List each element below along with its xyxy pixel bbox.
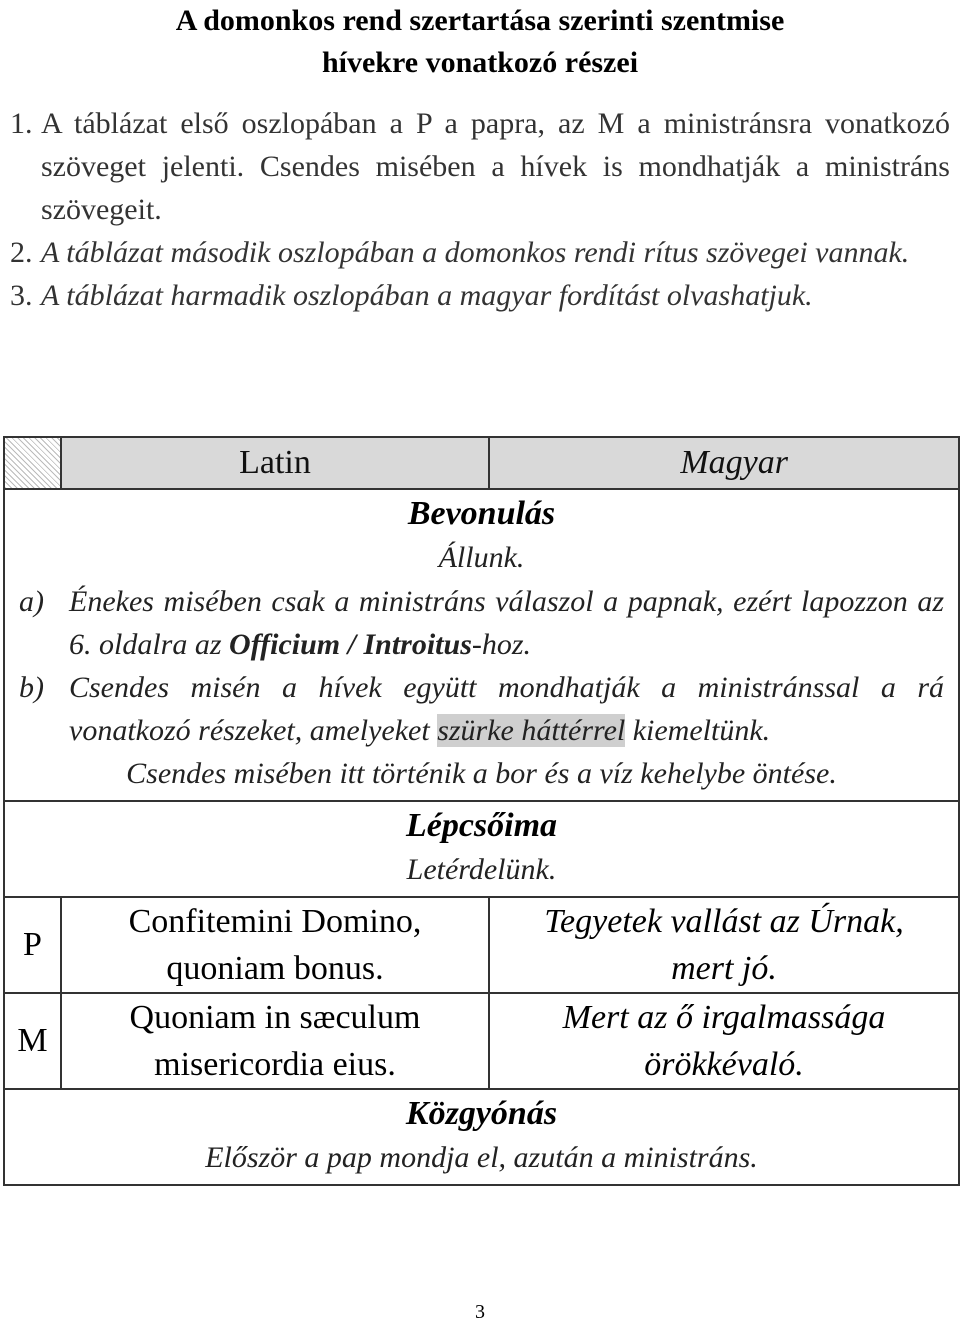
latin-line: quoniam bonus. bbox=[166, 950, 384, 987]
intro-item-3 bbox=[10, 274, 950, 317]
magyar-text-cell bbox=[489, 897, 959, 993]
magyar-line: mert jó. bbox=[671, 950, 777, 987]
section-kozgyonas bbox=[4, 1089, 959, 1185]
section-rubric: Állunk. bbox=[438, 541, 525, 574]
instruction-a bbox=[19, 580, 944, 666]
header-magyar: Magyar bbox=[489, 437, 959, 489]
intro-number: 3. bbox=[10, 279, 33, 312]
officium-reference: Officium / Introitus bbox=[229, 628, 472, 661]
magyar-line: örökkévaló. bbox=[644, 1046, 804, 1083]
magyar-line: Mert az ő irgalmassága bbox=[562, 999, 886, 1036]
table-row-ministrant bbox=[4, 993, 959, 1089]
instruction-mark: b) bbox=[19, 671, 44, 704]
intro-list bbox=[10, 102, 950, 317]
intro-text: A táblázat harmadik oszlopában a magyar fordítást olvashatjuk. bbox=[41, 279, 813, 312]
intro-text: A táblázat második oszlopában a domonkos rendi rítus szövegei vannak. bbox=[41, 236, 910, 269]
intro-number: 2. bbox=[10, 236, 33, 269]
instruction-text-end: kiemeltünk. bbox=[625, 714, 771, 747]
section-rubric: Letérdelünk. bbox=[406, 853, 557, 886]
latin-text-cell bbox=[61, 897, 489, 993]
latin-line: Quoniam in sæculum bbox=[129, 999, 421, 1036]
magyar-line: Tegyetek vallást az Úrnak, bbox=[544, 903, 904, 940]
section-bevonulas bbox=[4, 489, 959, 801]
latin-text-cell bbox=[61, 993, 489, 1089]
instruction-b bbox=[19, 666, 944, 752]
section-heading: Bevonulás bbox=[407, 495, 556, 532]
intro-text: A táblázat első oszlopában a P a papra, az M a ministránsra vonatkozó szöveget jelenti. Csendes misében a hívek is mondhatják a ministráns szövegeit. bbox=[41, 107, 950, 226]
page-number: 3 bbox=[475, 1301, 485, 1323]
intro-item-2 bbox=[10, 231, 950, 274]
section-lepcsoima bbox=[4, 801, 959, 897]
instruction-mark: a) bbox=[19, 585, 44, 618]
grey-highlight-sample: szürke háttérrel bbox=[437, 714, 626, 747]
table-row-priest bbox=[4, 897, 959, 993]
header-latin: Latin bbox=[61, 437, 489, 489]
closing-rubric: Csendes misében itt történik a bor és a víz kehelybe öntése. bbox=[126, 757, 837, 790]
document-title bbox=[0, 0, 960, 84]
latin-line: misericordia eius. bbox=[154, 1046, 396, 1083]
intro-item-1 bbox=[10, 102, 950, 231]
role-cell: M bbox=[4, 993, 61, 1089]
liturgy-table bbox=[3, 436, 960, 1186]
table-header-row bbox=[4, 437, 959, 489]
section-heading: Lépcsőima bbox=[405, 807, 558, 844]
intro-number: 1. bbox=[10, 107, 33, 140]
title-line-1: A domonkos rend szertartása szerinti szentmise bbox=[175, 4, 785, 37]
header-role-cell bbox=[4, 437, 61, 489]
instruction-text: Csendes misén a hívek együtt mondhatják a ministránssal a rá vonatkozó részeket, amelyeket bbox=[69, 671, 944, 747]
instruction-text: Énekes misében csak a ministráns válaszol a papnak, ezért lapozzon az 6. oldalra az bbox=[69, 585, 944, 661]
instruction-text-end: -hoz. bbox=[471, 628, 532, 661]
instruction-list bbox=[19, 580, 944, 752]
role-cell: P bbox=[4, 897, 61, 993]
section-rubric: Először a pap mondja el, azután a ministráns. bbox=[205, 1141, 758, 1174]
section-heading: Közgyónás bbox=[405, 1095, 558, 1132]
magyar-text-cell bbox=[489, 993, 959, 1089]
title-line-2: hívekre vonatkozó részei bbox=[321, 46, 639, 79]
latin-line: Confitemini Domino, bbox=[128, 903, 422, 940]
